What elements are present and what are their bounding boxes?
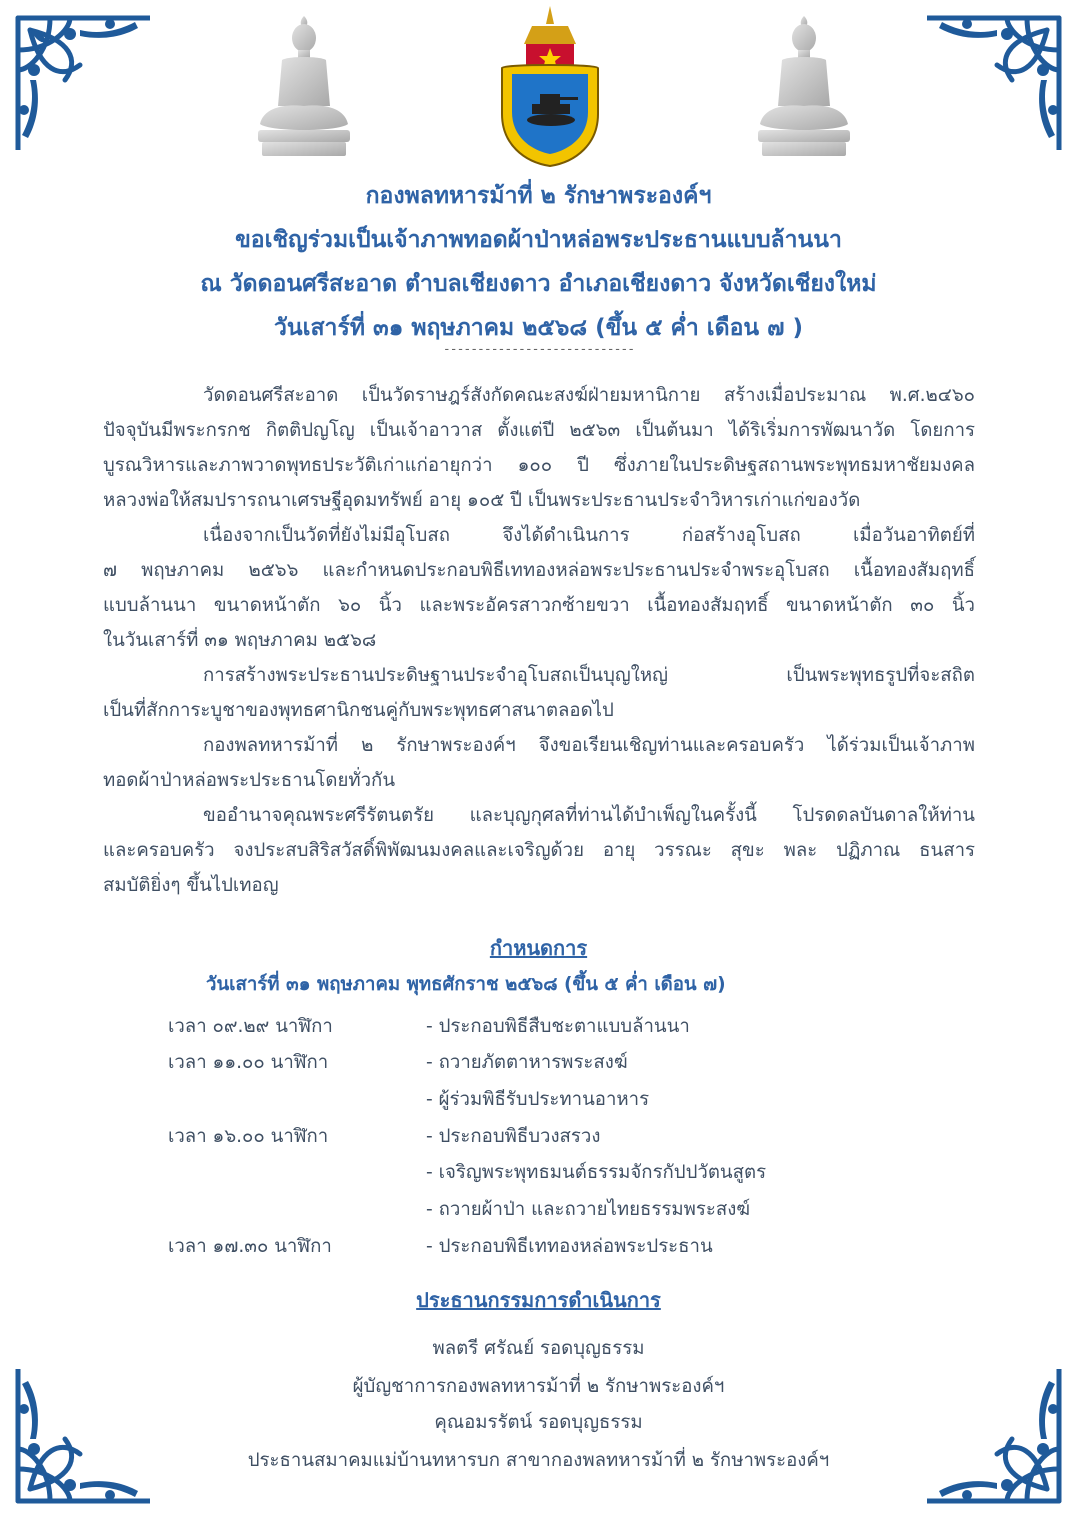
schedule-heading: กำหนดการ	[489, 936, 588, 960]
thai-ornament-icon	[927, 10, 1067, 150]
title-line: วันเสาร์ที่ ๓๑ พฤษภาคม ๒๕๖๘ (ขึ้น ๕ ค่ำ เดือน ๗ )	[274, 315, 803, 341]
body-line: วัดดอนศรีสะอาด เป็นวัดราษฎร์สังกัดคณะสงฆ์ฝ่ายมหานิกาย สร้างเมื่อประมาณ พ.ศ.๒๔๖๐	[203, 385, 975, 406]
committee-heading: ประธานกรรมการดำเนินการ	[416, 1288, 661, 1312]
schedule-time: เวลา ๑๗.๓๐ นาฬิกา	[168, 1236, 332, 1257]
signatory-name: พลตรี ศรัณย์ รอดบุญธรรม	[432, 1338, 645, 1359]
schedule-date: วันเสาร์ที่ ๓๑ พฤษภาคม พุทธศักราช ๒๕๖๘ (ขึ้น ๕ ค่ำ เดือน ๗)	[206, 974, 726, 995]
invitation-body	[103, 378, 975, 903]
title-line: ขอเชิญร่วมเป็นเจ้าภาพทอดผ้าป่าหล่อพระประธานแบบล้านนา	[235, 227, 842, 253]
thai-ornament-icon	[10, 10, 150, 150]
signatory-title: ประธานสมาคมแม่บ้านทหารบก สาขากองพลทหารม้าที่ ๒ รักษาพระองค์ฯ	[247, 1450, 830, 1471]
body-line: ในวันเสาร์ที่ ๓๑ พฤษภาคม ๒๕๖๘	[103, 630, 377, 651]
schedule-time: เวลา ๐๙.๒๙ นาฬิกา	[168, 1016, 333, 1037]
body-line: เป็นที่สักการะบูชาของพุทธศานิกชนคู่กับพระพุทธศาสนาตลอดไป	[103, 700, 614, 721]
seated-buddha-icon	[748, 14, 860, 159]
signatory-name: คุณอมรรัตน์ รอดบุญธรรม	[434, 1412, 643, 1433]
body-line: สมบัติยิ่งๆ ขึ้นไปเทอญ	[103, 875, 279, 896]
body-line: กองพลทหารม้าที่ ๒ รักษาพระองค์ฯ จึงขอเรียนเชิญท่านและครอบครัว ได้ร่วมเป็นเจ้าภาพ	[203, 735, 975, 756]
schedule-activity: - ถวายผ้าป่า และถวายไทยธรรมพระสงฆ์	[426, 1199, 751, 1220]
signatory-title: ผู้บัญชาการกองพลทหารม้าที่ ๒ รักษาพระองค์ฯ	[352, 1376, 725, 1397]
body-line: หลวงพ่อให้สมปรารถนาเศรษฐีอุดมทรัพย์ อายุ ๑๐๕ ปี เป็นพระประธานประจำวิหารเก่าแก่ของวัด	[103, 490, 861, 511]
body-line: ขออำนาจคุณพระศรีรัตนตรัย และบุญกุศลที่ท่านได้บำเพ็ญในครั้งนี้ โปรดดลบันดาลให้ท่าน	[203, 805, 975, 826]
schedule-time: เวลา ๑๑.๐๐ นาฬิกา	[168, 1052, 329, 1073]
seated-buddha-icon	[248, 14, 360, 159]
schedule-time: เวลา ๑๖.๐๐ นาฬิกา	[168, 1126, 329, 1147]
invitation-title	[0, 174, 1077, 350]
title-line: กองพลทหารม้าที่ ๒ รักษาพระองค์ฯ	[365, 183, 712, 209]
schedule-activity: - ประกอบพิธีเททองหล่อพระประธาน	[426, 1236, 713, 1257]
body-line: เนื่องจากเป็นวัดที่ยังไม่มีอุโบสถ จึงได้ดำเนินการ ก่อสร้างอุโบสถ เมื่อวันอาทิตย์ที่	[203, 525, 975, 546]
body-line: ปัจจุบันมีพระกรกช กิตติปญโญ เป็นเจ้าอาวาส ตั้งแต่ปี ๒๕๖๓ เป็นต้นมา ได้ริเริ่มการพัฒนาวัด โดยการ	[103, 420, 975, 441]
body-line: บูรณวิหารและภาพวาดพุทธประวัติเก่าแก่อายุกว่า ๑๐๐ ปี ซึ่งภายในประดิษฐสถานพระพุทธมหาชัยมงคล	[103, 455, 975, 476]
schedule-activity: - ผู้ร่วมพิธีรับประทานอาหาร	[426, 1089, 650, 1110]
title-line: ณ วัดดอนศรีสะอาด ตำบลเชียงดาว อำเภอเชียงดาว จังหวัดเชียงใหม่	[200, 271, 877, 297]
schedule-activity: - ประกอบพิธีสืบชะตาแบบล้านนา	[426, 1016, 690, 1037]
schedule-activity: - เจริญพระพุทธมนต์ธรรมจักรกัปปวัตนสูตร	[426, 1162, 767, 1183]
cavalry-division-emblem-icon	[496, 4, 604, 168]
separator-line: ----------------------------	[442, 342, 635, 357]
body-line: การสร้างพระประธานประดิษฐานประจำอุโบสถเป็นบุญใหญ่ เป็นพระพุทธรูปที่จะสถิต	[203, 665, 975, 686]
body-line: แบบล้านนา ขนาดหน้าตัก ๖๐ นิ้ว และพระอัครสาวกซ้ายขวา เนื้อทองสัมฤทธิ์ ขนาดหน้าตัก ๓๐ นิ้ว	[103, 595, 975, 616]
body-line: ทอดผ้าป่าหล่อพระประธานโดยทั่วกัน	[103, 770, 396, 791]
schedule-activity: - ประกอบพิธีบวงสรวง	[426, 1126, 601, 1147]
body-line: ๗ พฤษภาคม ๒๕๖๖ และกำหนดประกอบพิธีเททองหล่อพระประธานประจำพระอุโบสถ เนื้อทองสัมฤทธิ์	[103, 560, 975, 581]
schedule-activity: - ถวายภัตตาหารพระสงฆ์	[426, 1052, 628, 1073]
body-line: และครอบครัว จงประสบสิริสวัสดิ์พิพัฒนมงคลและเจริญด้วย อายุ วรรณะ สุขะ พละ ปฏิภาณ ธนสาร	[103, 840, 975, 861]
